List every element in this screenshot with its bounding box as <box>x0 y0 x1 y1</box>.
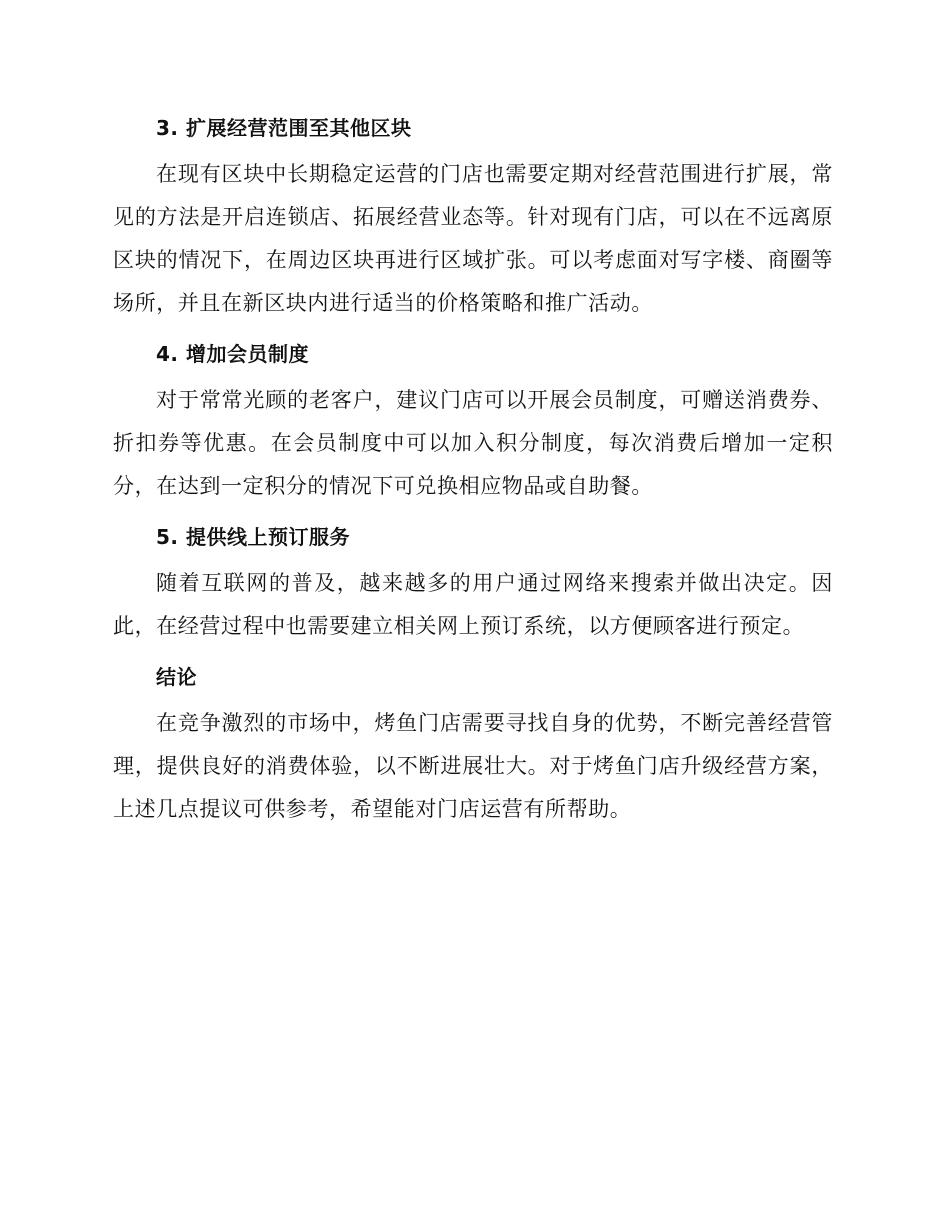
section-heading-expand-scope: 3. 扩展经营范围至其他区块 <box>156 116 412 140</box>
section-heading-conclusion: 结论 <box>156 665 197 689</box>
section-paragraph-expand-scope: 在现有区块中长期稳定运营的门店也需要定期对经营范围进行扩展，常见的方法是开启连锁店、拓展经营业态等。针对现有门店，可以在不远离原区块的情况下，在周边区块再进行区域扩张。可以考虑面对写字楼、商圈等场所，并且在新区块内进行适当的价格策略和推广活动。 <box>113 162 833 315</box>
section-paragraph-conclusion: 在竞争激烈的市场中，烤鱼门店需要寻找自身的优势，不断完善经营管理，提供良好的消费体验，以不断进展壮大。对于烤鱼门店升级经营方案，上述几点提议可供参考，希望能对门店运营有所帮助。 <box>113 711 833 821</box>
section-heading-online-booking: 5. 提供线上预订服务 <box>156 525 350 549</box>
section-paragraph-membership: 对于常常光顾的老客户，建议门店可以开展会员制度，可赠送消费券、折扣券等优惠。在会员制度中可以加入积分制度，每次消费后增加一定积分，在达到一定积分的情况下可兑换相应物品或自助餐。 <box>113 388 833 498</box>
section-paragraph-online-booking: 随着互联网的普及，越来越多的用户通过网络来搜索并做出决定。因此，在经营过程中也需要建立相关网上预订系统，以方便顾客进行预定。 <box>113 571 833 638</box>
section-heading-membership: 4. 增加会员制度 <box>156 342 309 366</box>
document-body <box>113 109 833 841</box>
